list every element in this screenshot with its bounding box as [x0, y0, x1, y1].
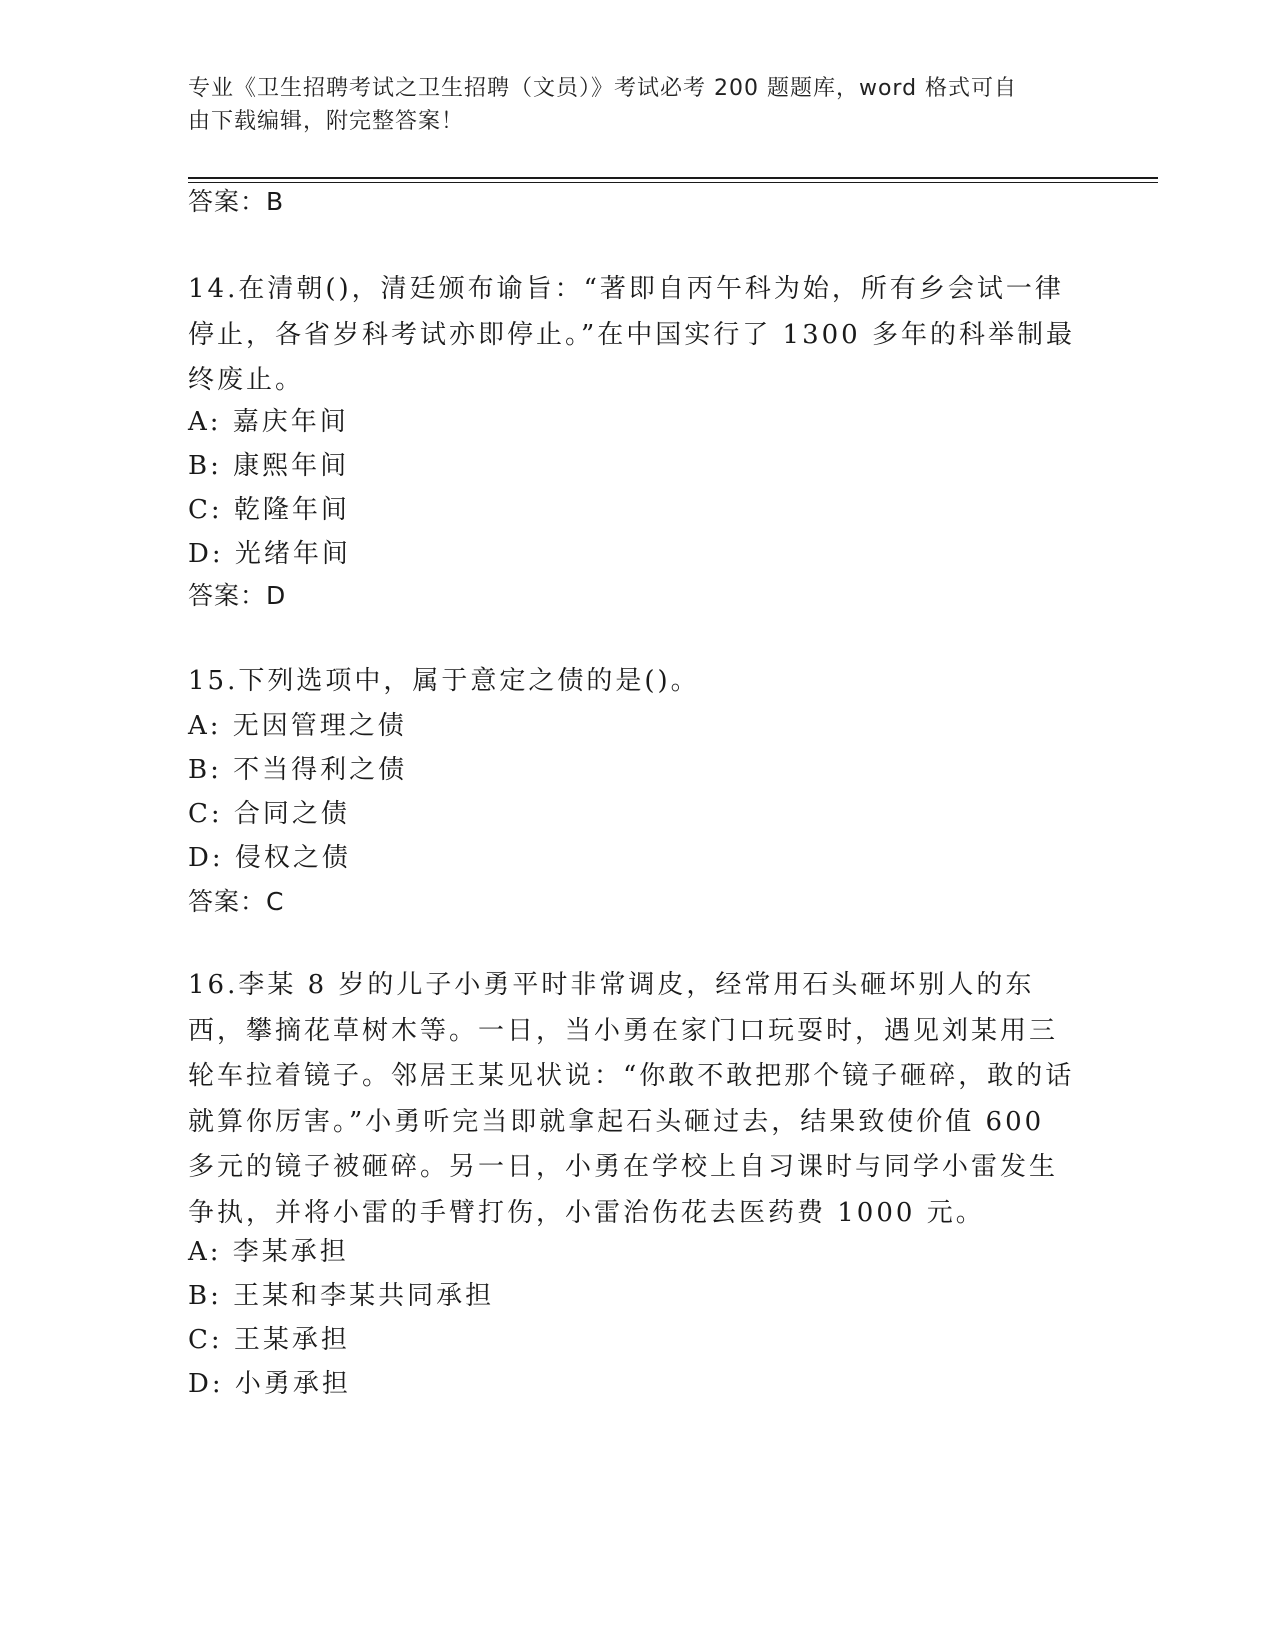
- question-14-option-a: A: 嘉庆年间: [188, 407, 349, 437]
- question-14-option-c: C: 乾隆年间: [188, 495, 350, 525]
- question-16-text: 16.李某 8 岁的儿子小勇平时非常调皮，经常用石头砸坏别人的东西，攀摘花草树木等。一日，当小勇在家门口玩耍时，遇见刘某用三轮车拉着镜子。邻居王某见状说：“你敢不敢把那个镜子砸碎，敢的话就算你厉害。”小勇听完当即就拿起石头砸过去，结果致使价值 600 多元的镜子被砸碎。另一日，小勇在学校上自习课时与同学小雷发生争执，并将小雷的手臂打伤，小雷治伤花去医药费 1000 元。: [188, 970, 1075, 1228]
- question-14-text: 14.在清朝()，清廷颁布谕旨：“著即自丙午科为始，所有乡会试一律停止，各省岁科考试亦即停止。”在中国实行了 1300 多年的科举制最终废止。: [188, 274, 1075, 395]
- question-15-option-d: D: 侵权之债: [188, 843, 351, 873]
- question-16-option-d: D: 小勇承担: [188, 1369, 351, 1399]
- question-16-option-a: A: 李某承担: [188, 1237, 349, 1267]
- header-line-2: 由下载编辑，附完整答案！: [188, 109, 465, 134]
- question-15-option-b: B: 不当得利之债: [188, 755, 408, 785]
- question-14-option-d: D: 光绪年间: [188, 539, 351, 569]
- question-15-text: 15.下列选项中，属于意定之债的是()。: [188, 666, 700, 696]
- question-15-option-a: A: 无因管理之债: [188, 711, 407, 741]
- answer-q14: 答案：D: [188, 581, 287, 610]
- document-header-note: [188, 72, 1068, 138]
- question-16-option-c: C: 王某承担: [188, 1325, 350, 1355]
- answer-q13: 答案：B: [188, 187, 285, 216]
- answer-q15: 答案：C: [188, 887, 285, 916]
- header-divider-thin: [188, 182, 1158, 183]
- question-15-option-c: C: 合同之债: [188, 799, 350, 829]
- question-14-option-b: B: 康熙年间: [188, 451, 350, 481]
- header-divider-thick: [188, 177, 1158, 179]
- question-16-option-b: B: 王某和李某共同承担: [188, 1281, 495, 1311]
- header-line-1: 专业《卫生招聘考试之卫生招聘（文员）》考试必考 200 题题库，word 格式可自: [188, 76, 1018, 101]
